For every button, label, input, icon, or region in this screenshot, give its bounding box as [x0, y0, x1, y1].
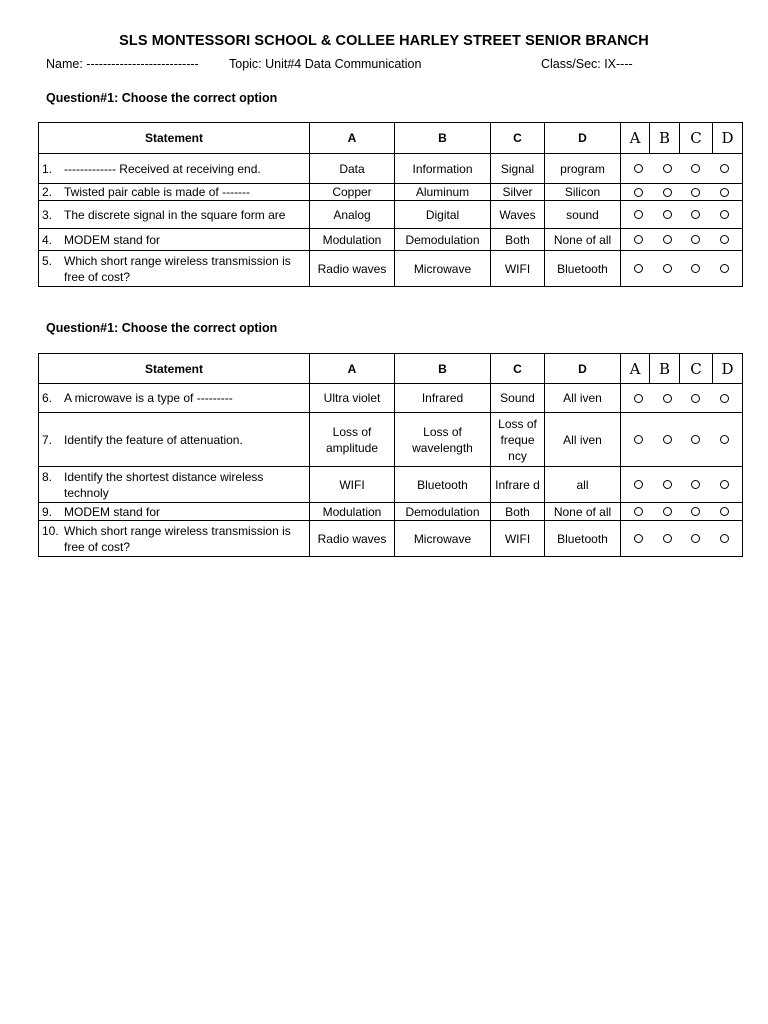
table-row — [39, 184, 743, 201]
name-field: Name: --------------------------- — [46, 57, 199, 71]
statement-cell — [39, 384, 310, 413]
header-option-c: C — [491, 123, 545, 154]
table-header-row — [39, 354, 743, 384]
answer-bubble-c[interactable] — [691, 507, 700, 516]
question-statement: ------------- Received at receiving end. — [64, 161, 261, 176]
question-number: 9. — [42, 504, 53, 519]
option-c: Both — [491, 229, 545, 251]
option-d: None of all — [545, 229, 621, 251]
statement-cell — [39, 413, 310, 467]
option-d: Silicon — [545, 184, 621, 201]
answer-bubble-c[interactable] — [691, 534, 700, 543]
option-a: Analog — [310, 201, 395, 229]
question-number: 8. — [42, 469, 53, 484]
answer-bubble-a[interactable] — [634, 507, 643, 516]
option-a: Loss of amplitude — [310, 413, 395, 467]
answer-bubble-a[interactable] — [634, 164, 643, 173]
header-answer-c: C — [680, 354, 713, 384]
answer-bubble-d[interactable] — [720, 507, 729, 516]
question-statement: Which short range wireless transmission is free of cost? — [64, 523, 291, 554]
header-answer-a: A — [621, 123, 650, 154]
question-number: 3. — [42, 207, 53, 222]
option-d: Bluetooth — [545, 251, 621, 287]
statement-cell — [39, 154, 310, 184]
option-b: Demodulation — [395, 229, 491, 251]
statement-cell — [39, 229, 310, 251]
answer-bubble-b[interactable] — [663, 507, 672, 516]
answer-bubble-d[interactable] — [720, 264, 729, 273]
table-row — [39, 467, 743, 503]
question-heading-2: Question#1: Choose the correct option — [46, 321, 278, 335]
answer-bubble-b[interactable] — [663, 235, 672, 244]
question-number: 6. — [42, 391, 53, 405]
header-answer-b: B — [650, 354, 680, 384]
question-statement: MODEM stand for — [64, 504, 161, 519]
question-number: 2. — [42, 185, 53, 199]
answer-bubble-b[interactable] — [663, 188, 672, 197]
question-table-1 — [38, 122, 743, 287]
answer-bubble-a[interactable] — [634, 188, 643, 197]
header-statement: Statement — [39, 123, 310, 154]
option-a: Copper — [310, 184, 395, 201]
question-number: 7. — [42, 432, 53, 447]
answer-bubble-b[interactable] — [663, 164, 672, 173]
option-b: Microwave — [395, 521, 491, 557]
answer-bubbles — [621, 229, 743, 251]
option-b: Digital — [395, 201, 491, 229]
option-b: Bluetooth — [395, 467, 491, 503]
header-answer-a: A — [621, 354, 650, 384]
option-a: Modulation — [310, 229, 395, 251]
header-answer-c: C — [680, 123, 713, 154]
option-c: Infrare d — [491, 467, 545, 503]
header-option-d: D — [545, 123, 621, 154]
answer-bubble-a[interactable] — [634, 235, 643, 244]
table-row — [39, 251, 743, 287]
answer-bubble-c[interactable] — [691, 188, 700, 197]
option-a: Ultra violet — [310, 384, 395, 413]
school-title: SLS MONTESSORI SCHOOL & COLLEE HARLEY STREET SENIOR BRANCH — [119, 33, 649, 49]
statement-cell — [39, 184, 310, 201]
option-d: all — [545, 467, 621, 503]
answer-bubble-b[interactable] — [663, 480, 672, 489]
question-table-2 — [38, 353, 743, 557]
header-answer-d: D — [713, 123, 743, 154]
statement-cell — [39, 503, 310, 521]
answer-bubble-a[interactable] — [634, 264, 643, 273]
answer-bubble-a[interactable] — [634, 534, 643, 543]
option-d: None of all — [545, 503, 621, 521]
option-a: WIFI — [310, 467, 395, 503]
table-row — [39, 384, 743, 413]
option-d: Bluetooth — [545, 521, 621, 557]
answer-bubble-c[interactable] — [691, 264, 700, 273]
answer-bubble-c[interactable] — [691, 394, 700, 403]
statement-cell — [39, 467, 310, 503]
table-row — [39, 521, 743, 557]
answer-bubble-b[interactable] — [663, 394, 672, 403]
answer-bubbles — [621, 384, 743, 413]
topic-label: Topic: Unit#4 Data Communication — [229, 57, 422, 71]
option-b: Aluminum — [395, 184, 491, 201]
answer-bubbles — [621, 201, 743, 229]
answer-bubble-c[interactable] — [691, 480, 700, 489]
option-d: All iven — [545, 413, 621, 467]
answer-bubble-d[interactable] — [720, 188, 729, 197]
question-number: 1. — [42, 161, 53, 176]
option-b: Demodulation — [395, 503, 491, 521]
answer-bubble-b[interactable] — [663, 210, 672, 219]
option-a: Modulation — [310, 503, 395, 521]
answer-bubbles — [621, 184, 743, 201]
option-c: Both — [491, 503, 545, 521]
statement-cell — [39, 251, 310, 287]
answer-bubble-a[interactable] — [634, 210, 643, 219]
option-c: Sound — [491, 384, 545, 413]
header-statement: Statement — [39, 354, 310, 384]
question-statement: Identify the shortest distance wireless technoly — [64, 469, 264, 500]
answer-bubbles — [621, 521, 743, 557]
question-number: 5. — [42, 253, 53, 268]
table-row — [39, 413, 743, 467]
answer-bubble-a[interactable] — [634, 480, 643, 489]
option-b: Loss of wavelength — [395, 413, 491, 467]
question-heading-1: Question#1: Choose the correct option — [46, 91, 278, 105]
header-option-b: B — [395, 354, 491, 384]
answer-bubble-c[interactable] — [691, 210, 700, 219]
option-b: Infrared — [395, 384, 491, 413]
question-statement: MODEM stand for — [64, 232, 161, 247]
option-c: Loss of freque ncy — [491, 413, 545, 467]
question-number: 10. — [42, 523, 59, 538]
option-b: Information — [395, 154, 491, 184]
header-option-a: A — [310, 354, 395, 384]
answer-bubble-c[interactable] — [691, 435, 700, 444]
answer-bubble-b[interactable] — [663, 435, 672, 444]
answer-bubble-b[interactable] — [663, 534, 672, 543]
table-row — [39, 503, 743, 521]
option-a: Radio waves — [310, 251, 395, 287]
answer-bubble-c[interactable] — [691, 164, 700, 173]
answer-bubble-a[interactable] — [634, 435, 643, 444]
header-option-b: B — [395, 123, 491, 154]
option-c: WIFI — [491, 251, 545, 287]
statement-cell — [39, 521, 310, 557]
answer-bubbles — [621, 413, 743, 467]
header-answer-b: B — [650, 123, 680, 154]
question-statement: Twisted pair cable is made of ------- — [64, 185, 251, 199]
answer-bubble-d[interactable] — [720, 235, 729, 244]
option-d: sound — [545, 201, 621, 229]
answer-bubbles — [621, 251, 743, 287]
answer-bubble-b[interactable] — [663, 264, 672, 273]
question-statement: Identify the feature of attenuation. — [64, 432, 243, 447]
table-row — [39, 229, 743, 251]
option-d: All iven — [545, 384, 621, 413]
answer-bubble-d[interactable] — [720, 164, 729, 173]
statement-cell — [39, 201, 310, 229]
class-section-field: Class/Sec: IX---- — [541, 57, 633, 71]
option-c: Silver — [491, 184, 545, 201]
answer-bubbles — [621, 467, 743, 503]
header-option-c: C — [491, 354, 545, 384]
answer-bubble-d[interactable] — [720, 534, 729, 543]
header-answer-d: D — [713, 354, 743, 384]
option-a: Data — [310, 154, 395, 184]
table-header-row — [39, 123, 743, 154]
answer-bubble-a[interactable] — [634, 394, 643, 403]
header-option-d: D — [545, 354, 621, 384]
answer-bubbles — [621, 154, 743, 184]
header-option-a: A — [310, 123, 395, 154]
answer-bubble-c[interactable] — [691, 235, 700, 244]
table-row — [39, 201, 743, 229]
option-c: Waves — [491, 201, 545, 229]
option-c: WIFI — [491, 521, 545, 557]
option-a: Radio waves — [310, 521, 395, 557]
answer-bubble-d[interactable] — [720, 210, 729, 219]
table-row — [39, 154, 743, 184]
question-statement: Which short range wireless transmission is free of cost? — [64, 253, 291, 284]
answer-bubble-d[interactable] — [720, 435, 729, 444]
option-d: program — [545, 154, 621, 184]
option-b: Microwave — [395, 251, 491, 287]
answer-bubbles — [621, 503, 743, 521]
question-statement: The discrete signal in the square form are — [64, 207, 286, 222]
answer-bubble-d[interactable] — [720, 480, 729, 489]
question-number: 4. — [42, 232, 53, 247]
answer-bubble-d[interactable] — [720, 394, 729, 403]
option-c: Signal — [491, 154, 545, 184]
question-statement: A microwave is a type of --------- — [64, 391, 233, 405]
